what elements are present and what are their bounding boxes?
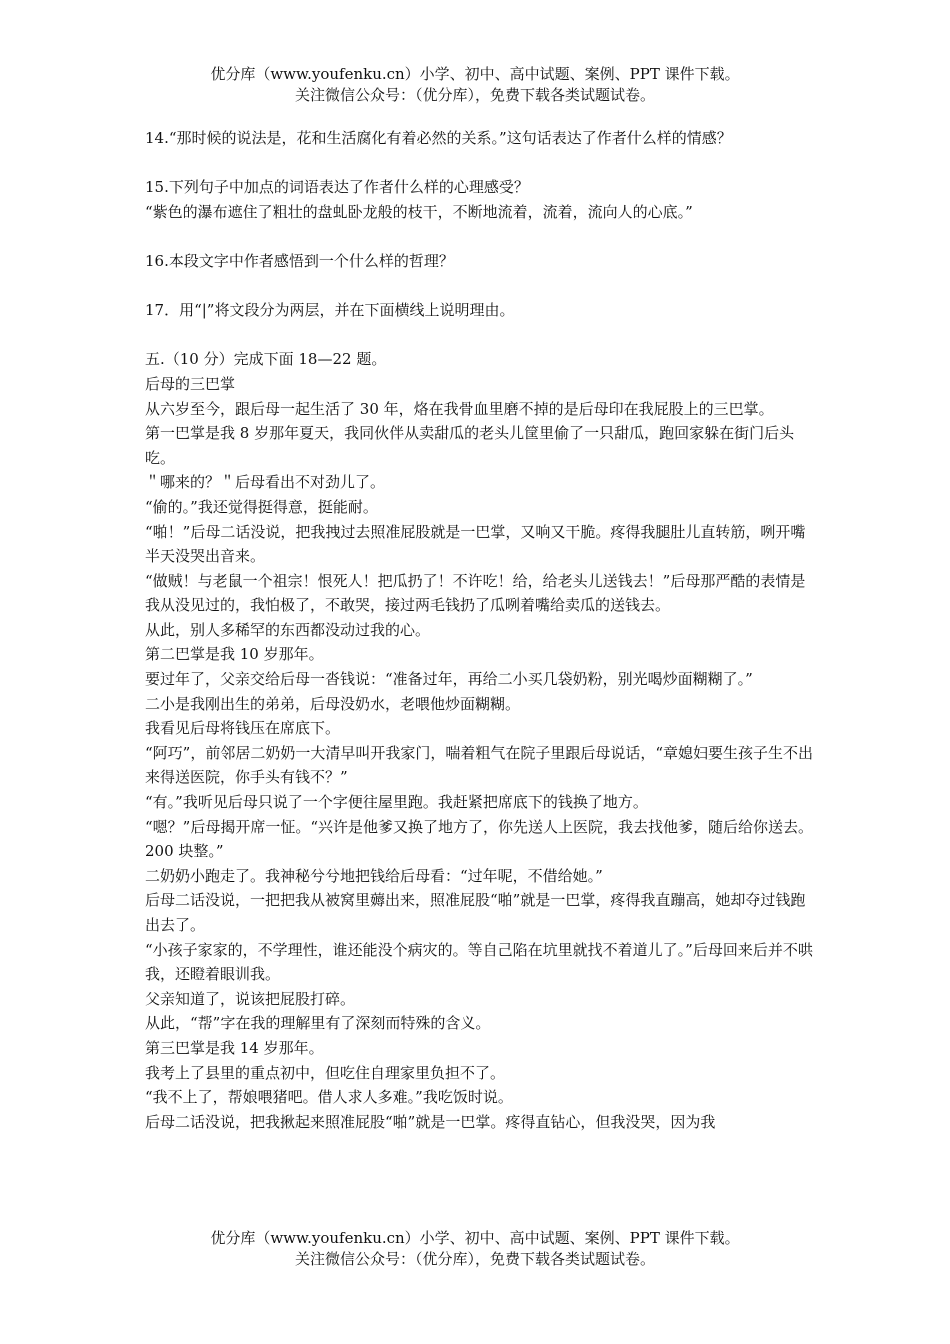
story-paragraph: 从此，“帮”字在我的理解里有了深刻而特殊的含义。 — [145, 1014, 491, 1033]
story-paragraph: 从此，别人多稀罕的东西都没动过我的心。 — [145, 620, 431, 639]
header-line-2: 关注微信公众号：（优分库），免费下载各类试题试卷。 — [294, 86, 655, 104]
story-paragraph: “阿巧”，前邻居二奶奶一大清早叫开我家门，喘着粗气在院子里跟后母说话，“章媳妇要生孩子生不出来得送医院，你手头有钱不？” — [145, 743, 814, 787]
footer-line-2: 关注微信公众号：（优分库），免费下载各类试题试卷。 — [294, 1250, 655, 1268]
story-paragraph: 我看见后母将钱压在席底下。 — [145, 719, 341, 738]
page-header — [0, 64, 950, 106]
section-heading: 五.（10 分）完成下面 18—22 题。 — [145, 350, 387, 369]
story-paragraph: 后母二话没说，把我揪起来照准屁股“啪”就是一巴掌。疼得直钻心，但我没哭，因为我 — [145, 1112, 716, 1131]
question-16: 16.本段文字中作者感悟到一个什么样的哲理？ — [145, 251, 454, 270]
story-paragraph: “我不上了，帮娘喂猪吧。借人求人多难。”我吃饭时说。 — [145, 1088, 513, 1107]
story-paragraph: 后母二话没说，一把把我从被窝里薅出来，照准屁股“啪”就是一巴掌，疼得我直蹦高，她却夺过钱跑出去了。 — [145, 891, 806, 934]
story-paragraph: 我考上了县里的重点初中，但吃住自理家里负担不了。 — [145, 1063, 506, 1082]
story-paragraph: 要过年了，父亲交给后母一沓钱说：“准备过年，再给二小买几袋奶粉，别光喝炒面糊糊了。” — [145, 670, 753, 689]
story-paragraph: 父亲知道了，说该把屁股打碎。 — [145, 989, 356, 1008]
page-footer — [0, 1228, 950, 1270]
story-paragraph: “偷的。”我还觉得挺得意，挺能耐。 — [145, 497, 378, 516]
question-15: 15.下列句子中加点的词语表达了作者什么样的心理感受？ — [145, 178, 529, 197]
story-paragraph: “啪！”后母二话没说，把我拽过去照准屁股就是一巴掌，又响又干脆。疼得我腿肚儿直转筋，咧开嘴半天没哭出音来。 — [145, 522, 806, 566]
story-paragraph: “有。”我听见后母只说了一个字便往屋里跑。我赶紧把席底下的钱换了地方。 — [145, 793, 648, 812]
header-line-1: 优分库（www.youfenku.cn）小学、初中、高中试题、案例、PPT 课件下载。 — [210, 65, 740, 83]
story-paragraph: 二小是我刚出生的弟弟，后母没奶水，老喂他炒面糊糊。 — [145, 694, 521, 713]
document-body — [145, 126, 813, 1134]
story-paragraphs — [145, 397, 813, 1135]
story-paragraph: 第一巴掌是我 8 岁那年夏天，我同伙伴从卖甜瓜的老头儿筐里偷了一只甜瓜，跑回家躲在街门后头吃。 — [145, 424, 795, 467]
question-15-quote: “紫色的瀑布遮住了粗壮的盘虬卧龙般的枝干，不断地流着，流着，流向人的心底。” — [145, 202, 693, 221]
story-title: 后母的三巴掌 — [145, 374, 236, 393]
story-paragraph: 二奶奶小跑走了。我神秘兮兮地把钱给后母看：“过年呢，不借给她。” — [145, 866, 603, 885]
story-paragraph: ＂哪来的？＂后母看出不对劲儿了。 — [145, 473, 386, 492]
story-paragraph: 第二巴掌是我 10 岁那年。 — [145, 645, 324, 664]
story-paragraph: 第三巴掌是我 14 岁那年。 — [145, 1038, 324, 1057]
story-paragraph: “嗯？”后母揭开席一怔。“兴许是他爹又换了地方了，你先送人上医院，我去找他爹，随后给你送去。200 块整。” — [145, 817, 814, 861]
story-paragraph: 从六岁至今，跟后母一起生活了 30 年，烙在我骨血里磨不掉的是后母印在我屁股上的三巴掌。 — [145, 399, 774, 418]
question-14: 14.“那时候的说法是，花和生活腐化有着必然的关系。”这句话表达了作者什么样的情感？ — [145, 129, 732, 147]
question-17: 17．用“|”将文段分为两层，并在下面横线上说明理由。 — [145, 301, 515, 320]
story-paragraph: “做贼！与老鼠一个祖宗！恨死人！把瓜扔了！不许吃！给，给老头儿送钱去！”后母那严酷的表情是我从没见过的，我怕极了，不敢哭，接过两毛钱扔了瓜咧着嘴给卖瓜的送钱去。 — [145, 571, 806, 615]
story-paragraph: “小孩子家家的，不学理性，谁还能没个病灾的。等自己陷在坑里就找不着道儿了。”后母回来后并不哄我，还瞪着眼训我。 — [145, 940, 813, 984]
footer-line-1: 优分库（www.youfenku.cn）小学、初中、高中试题、案例、PPT 课件下载。 — [210, 1229, 740, 1247]
